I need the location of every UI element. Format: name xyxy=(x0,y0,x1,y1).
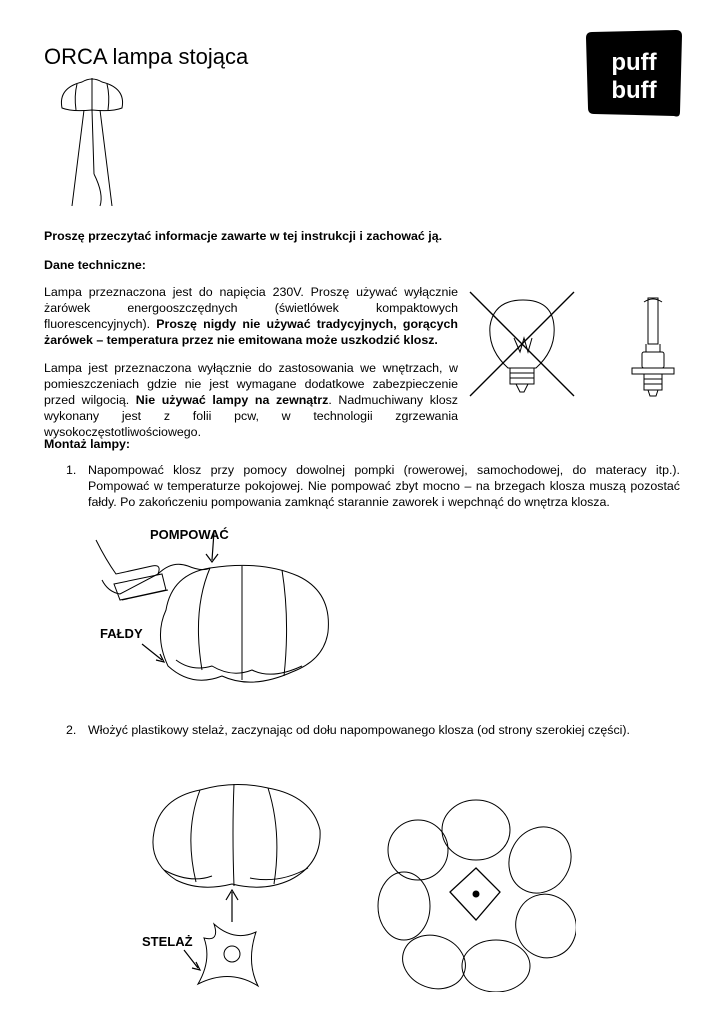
tech-p2-warning: Nie używać lampy na zewnątrz xyxy=(135,393,329,407)
shade-top-view-illustration xyxy=(376,796,576,992)
tech-paragraph-1 xyxy=(44,284,458,348)
crossed-incandescent-bulb-icon xyxy=(468,290,578,400)
step-number: 2. xyxy=(66,723,77,737)
label-faldy: FAŁDY xyxy=(100,626,143,641)
tech-p2-text-b: . Nadmuchiwany klosz wykonany jest z folii pcw, w technologii zgrzewania wysokoczęstotliwościowego. xyxy=(44,393,458,439)
label-stelaz: STELAŻ xyxy=(142,934,193,949)
step-text: Napompować klosz przy pomocy dowolnej pompki (rowerowej, samochodowej, do materacy itp.). Pompować w temperaturze pokojowej. Nie pompować zbyt mocno – na brzegach klosza muszą pozostać fałdy. Po zakończeniu pompowania zamknąć starannie zaworek i wepchnąć do wnętrza klosza. xyxy=(88,463,680,509)
tech-paragraph-2 xyxy=(44,360,458,440)
frame-insertion-illustration xyxy=(140,772,340,1002)
puff-buff-logo xyxy=(584,28,684,118)
step-text: Włożyć plastikowy stelaż, zaczynając od dołu napompowanego klosza (od strony szerokiej części). xyxy=(88,723,630,737)
intro-note: Proszę przeczytać informacje zawarte w tej instrukcji i zachować ją. xyxy=(44,229,443,243)
tech-heading: Dane techniczne: xyxy=(44,258,146,272)
pumping-shade-illustration xyxy=(92,520,352,694)
logo-line-2: buff xyxy=(611,77,657,104)
label-pompowac: POMPOWAĆ xyxy=(150,527,229,542)
logo-line-1: puff xyxy=(611,49,657,76)
assembly-heading: Montaż lampy: xyxy=(44,437,131,451)
tech-p2-text-a: Lampa jest przeznaczona wyłącznie do zastosowania we wnętrzach, w pomieszczeniach gdzie nie jest wymagane dodatkowe zabezpieczenie przed wilgocią. xyxy=(44,361,458,407)
tech-p1-text: Lampa przeznaczona jest do napięcia 230V. Proszę używać wyłącznie żarówek energooszczędnych (świetlówek kompaktowych fluorescencyjnych). xyxy=(44,285,458,331)
step-number: 1. xyxy=(66,463,77,477)
compact-fluorescent-bulb-icon xyxy=(628,294,678,398)
page-title: ORCA lampa stojąca xyxy=(44,44,249,69)
floor-lamp-illustration xyxy=(52,74,132,214)
tech-p1-warning: Proszę nigdy nie używać tradycyjnych, gorących żarówek – temperatura przez nie emitowana może uszkodzić klosz. xyxy=(44,317,459,347)
